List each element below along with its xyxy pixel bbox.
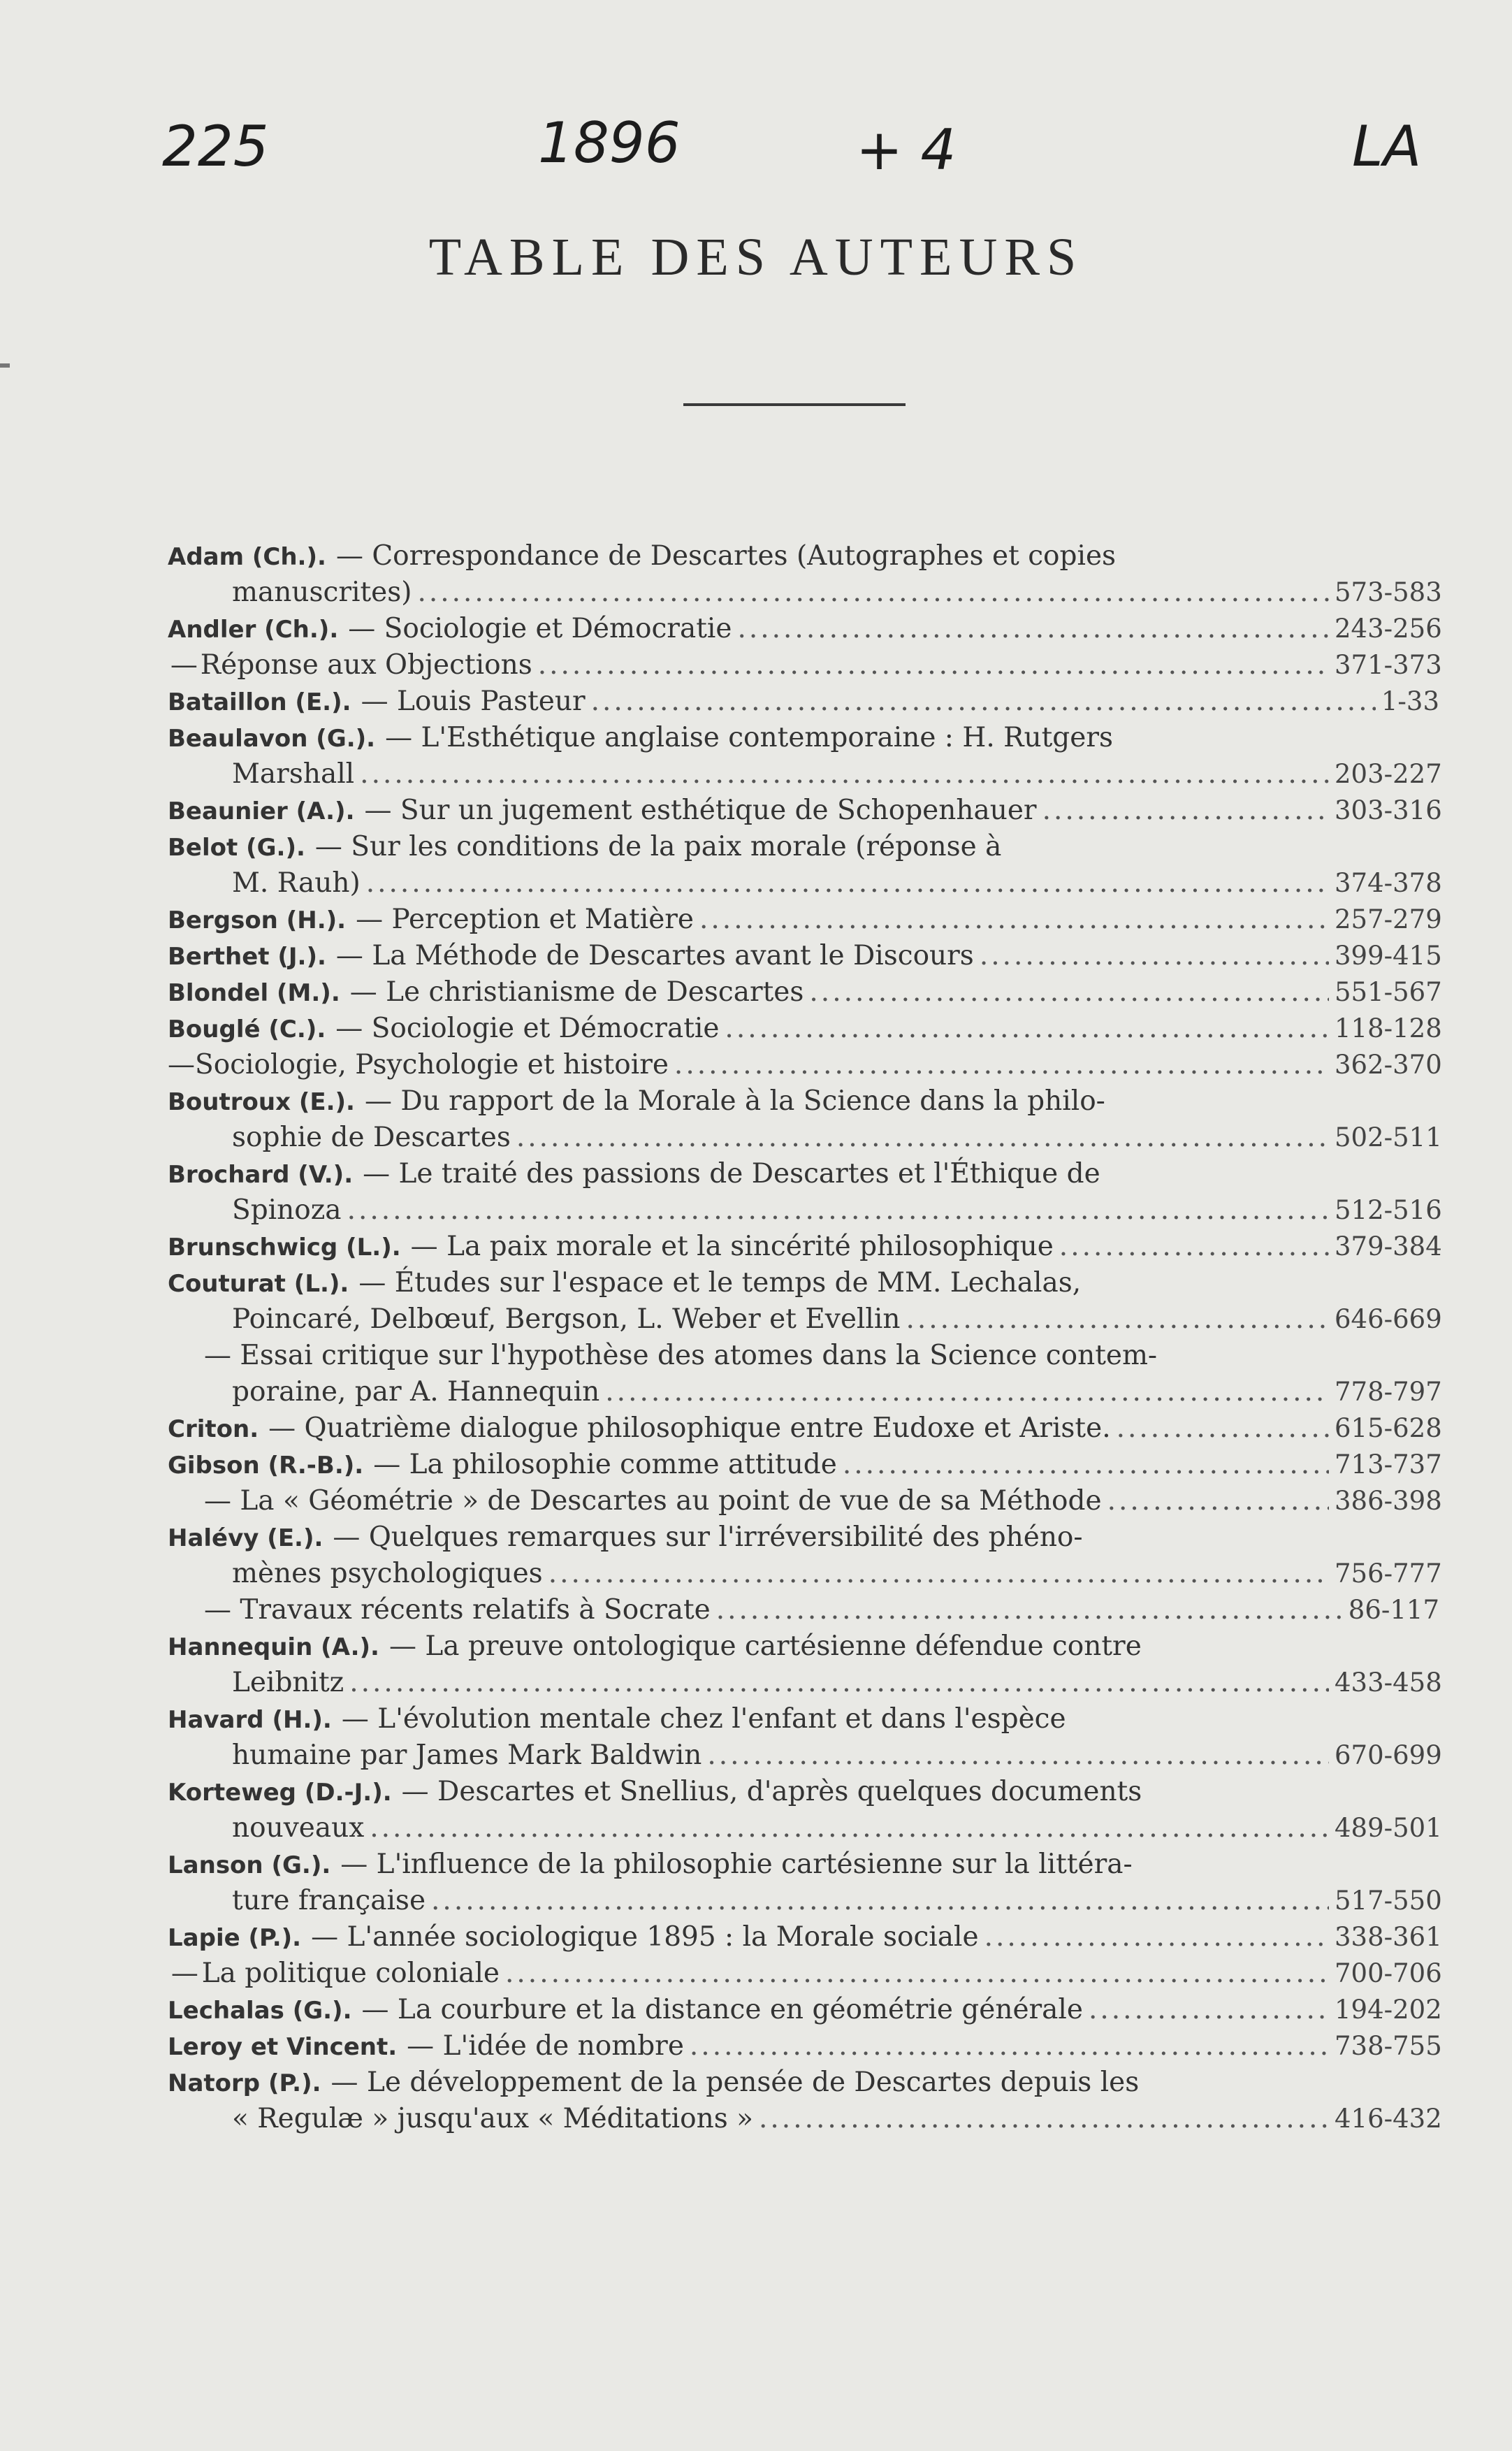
author-name: Brunschwicg (L.). (168, 1234, 401, 1261)
index-line (168, 1992, 1442, 2028)
index-line (168, 1665, 1442, 1701)
index-line (168, 938, 1442, 974)
entry-title: — Sur un jugement esthétique de Schopenhauer (364, 795, 1037, 826)
index-line (168, 684, 1439, 720)
author-name: Halévy (E.). (168, 1524, 324, 1552)
author-name: Blondel (M.). (168, 979, 340, 1007)
page-range: 203-227 (1335, 759, 1442, 789)
index-line (168, 2065, 1439, 2101)
index-line (168, 1156, 1439, 1192)
entry-title: La politique coloniale (201, 1958, 500, 1989)
index-entry (168, 1156, 1442, 1229)
index-line (168, 1483, 1442, 1519)
index-entry (168, 1992, 1442, 2028)
entry-title: — La courbure et la distance en géométrie générale (361, 1994, 1083, 2025)
leader-dots (1059, 1229, 1329, 1265)
page-range: 416-432 (1335, 2104, 1442, 2134)
author-index (168, 538, 1442, 2137)
author-name: Korteweg (D.-J.). (168, 1779, 392, 1807)
entry-title: — Perception et Matière (356, 904, 695, 935)
index-line (168, 756, 1442, 793)
index-entry (168, 1447, 1442, 1519)
index-line (168, 1774, 1439, 1810)
index-line (168, 829, 1439, 865)
index-entry (168, 1265, 1442, 1410)
page-range: 243-256 (1335, 614, 1442, 644)
author-name: Adam (Ch.). (168, 543, 326, 571)
leader-dots (366, 865, 1329, 902)
handwritten-note-left: 225 (162, 114, 269, 179)
author-name: Natorp (P.). (168, 2069, 321, 2097)
author-name: Bouglé (C.). (168, 1015, 326, 1043)
entry-title: sophie de Descartes (232, 1122, 511, 1153)
page-range: 502-511 (1335, 1122, 1442, 1152)
leader-dots (1089, 1992, 1329, 2028)
index-entry (168, 829, 1442, 902)
entry-title: — Sur les conditions de la paix morale (réponse à (314, 831, 1002, 862)
leader-dots (674, 1047, 1329, 1083)
page-range: 713-737 (1335, 1449, 1442, 1480)
entry-title: — L'évolution mentale chez l'enfant et dans l'espèce (341, 1703, 1066, 1735)
page-title: TABLE DES AUTEURS (428, 228, 1084, 287)
author-name: Gibson (R.-B.). (168, 1452, 364, 1480)
page-range: 338-361 (1335, 1922, 1442, 1952)
leader-dots (1042, 793, 1329, 829)
handwritten-note-right: LA (1352, 114, 1422, 179)
page-range: 551-567 (1335, 977, 1442, 1007)
leader-dots (1117, 1410, 1329, 1447)
leader-dots (984, 1919, 1329, 1955)
index-line (168, 1919, 1442, 1955)
entry-title: — L'année sociologique 1895 : la Morale sociale (311, 1921, 979, 1953)
page-range: 379-384 (1335, 1231, 1442, 1261)
entry-title: — La « Géométrie » de Descartes au point de vue de sa Méthode (204, 1485, 1102, 1517)
leader-dots (737, 611, 1329, 647)
page-range: 700-706 (1335, 1958, 1442, 1988)
author-name: Lanson (G.). (168, 1851, 331, 1879)
index-line (168, 1556, 1442, 1592)
entry-title: Poincaré, Delbœuf, Bergson, L. Weber et Evellin (232, 1303, 901, 1335)
index-entry (168, 1628, 1442, 1701)
leader-dots (725, 1011, 1329, 1047)
entry-title: — Du rapport de la Morale à la Science dans la philo- (364, 1085, 1105, 1117)
leader-dots (349, 1665, 1329, 1701)
handwritten-notes (0, 105, 1512, 210)
index-entry (168, 720, 1442, 793)
index-line (168, 1737, 1442, 1774)
author-name: Andler (Ch.). (168, 616, 339, 644)
author-name: Beaunier (A.). (168, 797, 355, 825)
entry-title: — Quelques remarques sur l'irréversibilité des phéno- (333, 1521, 1083, 1553)
page-range: 778-797 (1335, 1377, 1442, 1407)
index-entry (168, 1919, 1442, 1992)
index-entry (168, 902, 1442, 938)
page-range: 1-33 (1381, 686, 1439, 716)
page-range: 670-699 (1335, 1740, 1442, 1770)
index-entry (168, 2065, 1442, 2137)
leader-dots (505, 1955, 1329, 1992)
index-entry (168, 684, 1439, 720)
index-entry (168, 538, 1442, 611)
index-entry (168, 1774, 1442, 1846)
index-line (168, 647, 1442, 684)
page-range: 362-370 (1335, 1050, 1442, 1080)
index-line (168, 720, 1439, 756)
leader-dots (605, 1374, 1329, 1410)
index-line (168, 1120, 1442, 1156)
entry-title: — L'idée de nombre (407, 2030, 684, 2062)
index-line (168, 1301, 1442, 1338)
entry-title: — Correspondance de Descartes (Autographes et copies (335, 540, 1117, 572)
leader-dots (716, 1592, 1343, 1628)
entry-title: mènes psychologiques (232, 1558, 543, 1589)
index-line (168, 1011, 1442, 1047)
index-line (168, 1374, 1442, 1410)
author-name: Hannequin (A.). (168, 1633, 379, 1661)
entry-title: — Descartes et Snellius, d'après quelques documents (401, 1776, 1142, 1807)
page-range: 399-415 (1335, 941, 1442, 971)
author-name: Bergson (H.). (168, 906, 347, 934)
index-entry (168, 1011, 1442, 1083)
entry-title: — Sociologie et Démocratie (348, 613, 732, 644)
title-rule (683, 403, 906, 406)
index-entry (168, 1519, 1442, 1628)
index-line (168, 1883, 1442, 1919)
index-line (168, 2101, 1442, 2137)
leader-dots (548, 1556, 1329, 1592)
leader-dots (809, 974, 1329, 1011)
index-entry (168, 1701, 1442, 1774)
page-range: 386-398 (1335, 1486, 1442, 1516)
index-line (168, 1265, 1439, 1301)
entry-title: — Le traité des passions de Descartes et l'Éthique de (363, 1158, 1100, 1190)
leader-dots (759, 2101, 1329, 2137)
entry-title: nouveaux (232, 1812, 365, 1844)
page-range: 303-316 (1335, 795, 1442, 825)
handwritten-note-year: 1896 (538, 110, 681, 175)
leader-dots (699, 902, 1329, 938)
index-entry (168, 1229, 1442, 1265)
index-line (168, 1229, 1442, 1265)
entry-title: poraine, par A. Hannequin (232, 1376, 600, 1408)
entry-title: — Travaux récents relatifs à Socrate (204, 1594, 711, 1626)
leader-dots (360, 756, 1329, 793)
author-name: Brochard (V.). (168, 1161, 354, 1189)
entry-title: Réponse aux Objections (200, 649, 532, 681)
leader-dots (370, 1810, 1329, 1846)
entry-title: M. Rauh) (232, 867, 361, 899)
author-name: Boutroux (E.). (168, 1088, 355, 1116)
index-entry (168, 1410, 1442, 1447)
entry-title: Leibnitz (232, 1667, 344, 1698)
page-range: 615-628 (1335, 1413, 1442, 1443)
leader-dots (906, 1301, 1329, 1338)
entry-title: — Sociologie et Démocratie (335, 1013, 720, 1044)
page-range: 194-202 (1335, 1995, 1442, 2025)
leader-dots (417, 574, 1329, 611)
entry-title: — Louis Pasteur (361, 686, 586, 717)
index-line (168, 1628, 1439, 1665)
ditto-mark: — (170, 649, 198, 681)
page-range: 433-458 (1335, 1668, 1442, 1698)
index-line (168, 793, 1442, 829)
leader-dots (1107, 1483, 1329, 1519)
author-name: Lechalas (G.). (168, 1997, 352, 2025)
page-range: 118-128 (1335, 1013, 1442, 1043)
leader-dots (347, 1192, 1329, 1229)
index-line (168, 1846, 1439, 1883)
index-line (168, 902, 1442, 938)
index-line (168, 974, 1442, 1011)
leader-dots (980, 938, 1329, 974)
leader-dots (431, 1883, 1329, 1919)
scan-edge-mark (0, 363, 10, 368)
author-name: Couturat (L.). (168, 1270, 349, 1298)
page-range: 512-516 (1335, 1195, 1442, 1225)
entry-title: — La preuve ontologique cartésienne défendue contre (388, 1631, 1142, 1662)
index-line (168, 2028, 1442, 2065)
index-line (168, 1047, 1442, 1083)
author-name: Bataillon (E.). (168, 688, 351, 716)
entry-title: « Regulæ » jusqu'aux « Méditations » (232, 2103, 754, 2134)
leader-dots (591, 684, 1376, 720)
author-name: Berthet (J.). (168, 943, 326, 971)
entry-title: — Études sur l'espace et le temps de MM. Lechalas, (358, 1267, 1082, 1299)
author-name: Havard (H.). (168, 1706, 332, 1734)
author-name: Belot (G.). (168, 834, 305, 862)
leader-dots (538, 647, 1329, 684)
leader-dots (516, 1120, 1329, 1156)
index-line (168, 574, 1442, 611)
index-entry (168, 2028, 1442, 2065)
author-name: Criton. (168, 1415, 259, 1443)
author-name: Lapie (P.). (168, 1924, 302, 1952)
handwritten-note-mark: + 4 (856, 117, 957, 182)
index-line (168, 1810, 1442, 1846)
author-name: Leroy et Vincent. (168, 2033, 398, 2061)
entry-title: — L'Esthétique anglaise contemporaine : H. Rutgers (385, 722, 1113, 753)
index-line (168, 1338, 1439, 1374)
index-line (168, 1083, 1439, 1120)
index-entry (168, 793, 1442, 829)
index-entry (168, 1083, 1442, 1156)
index-line (168, 1447, 1442, 1483)
entry-title: manuscrites) (232, 577, 412, 608)
leader-dots (690, 2028, 1329, 2065)
index-entry (168, 938, 1442, 974)
entry-title: ture française (232, 1885, 426, 1916)
index-line (168, 1955, 1442, 1992)
ditto-mark: — (168, 1049, 195, 1080)
index-entry (168, 611, 1442, 684)
entry-title: — La Méthode de Descartes avant le Discours (335, 940, 974, 971)
page-range: 646-669 (1335, 1304, 1442, 1334)
entry-title: — La philosophie comme attitude (373, 1449, 837, 1480)
entry-title: Marshall (232, 758, 355, 790)
page-range: 374-378 (1335, 868, 1442, 898)
page-range: 489-501 (1335, 1813, 1442, 1843)
index-line (168, 1192, 1442, 1229)
page-range: 86-117 (1348, 1595, 1439, 1625)
leader-dots (707, 1737, 1329, 1774)
page-range: 756-777 (1335, 1559, 1442, 1589)
entry-title: — Essai critique sur l'hypothèse des atomes dans la Science contem- (204, 1340, 1158, 1371)
entry-title: humaine par James Mark Baldwin (232, 1740, 702, 1771)
ditto-mark: — (170, 1958, 198, 1989)
index-line (168, 611, 1442, 647)
entry-title: Sociologie, Psychologie et histoire (195, 1049, 669, 1080)
author-name: Beaulavon (G.). (168, 725, 376, 753)
page-range: 573-583 (1335, 577, 1442, 607)
index-line (168, 1701, 1439, 1737)
entry-title: — Le christianisme de Descartes (349, 976, 804, 1008)
entry-title: — Le développement de la pensée de Descartes depuis les (330, 2067, 1140, 2098)
page-range: 738-755 (1335, 2031, 1442, 2061)
page-range: 257-279 (1335, 904, 1442, 934)
index-entry (168, 1846, 1442, 1919)
index-entry (168, 974, 1442, 1011)
entry-title: — La paix morale et la sincérité philosophique (410, 1231, 1054, 1262)
page-range: 371-373 (1335, 650, 1442, 680)
index-line (168, 1410, 1442, 1447)
leader-dots (843, 1447, 1329, 1483)
entry-title: — L'influence de la philosophie cartésienne sur la littéra- (340, 1849, 1133, 1880)
index-line (168, 1519, 1439, 1556)
index-line (168, 538, 1439, 574)
entry-title: — Quatrième dialogue philosophique entre Eudoxe et Ariste. (268, 1412, 1111, 1444)
index-line (168, 865, 1442, 902)
entry-title: Spinoza (232, 1194, 342, 1226)
index-line (168, 1592, 1439, 1628)
page-range: 517-550 (1335, 1886, 1442, 1916)
